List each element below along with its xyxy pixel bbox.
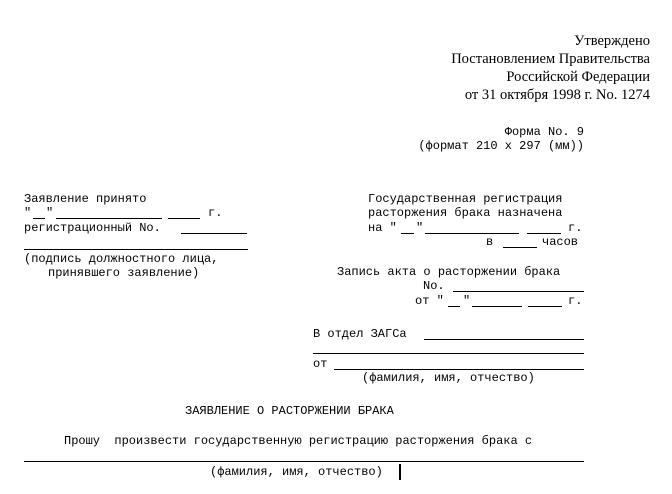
accepted-year-suffix: г.	[208, 206, 223, 220]
zags-label: В отдел ЗАГСа	[313, 327, 407, 341]
spouse-fio-caption: (фамилия, имя, отчество)	[210, 465, 383, 479]
reg-hours-label: часов	[542, 235, 579, 249]
applicant-from-label: от	[313, 357, 328, 371]
accepted-quote-open: "	[24, 206, 32, 220]
record-no-label: No.	[423, 279, 445, 293]
reg-day-line	[401, 233, 414, 234]
reg-at-label: в	[486, 235, 494, 249]
accepted-quote-close: "	[46, 206, 54, 220]
record-year-suffix: г.	[568, 294, 583, 308]
record-day-line	[448, 306, 460, 307]
reg-number-line	[181, 233, 247, 234]
reg-quote-close: "	[416, 221, 424, 235]
approval-country: Российской Федерации	[506, 69, 650, 85]
text-cursor	[399, 464, 401, 480]
accepted-day-line	[33, 218, 45, 219]
document-title: ЗАЯВЛЕНИЕ О РАСТОРЖЕНИИ БРАКА	[185, 404, 394, 418]
request-text: Прошу произвести государственную регистрацию расторжения брака с	[64, 434, 533, 448]
applicant-fio-caption: (фамилия, имя, отчество)	[362, 371, 535, 385]
form-format: (формат 210 x 297 (мм))	[418, 139, 584, 153]
zags-name-line	[424, 339, 584, 340]
record-from-label: от "	[415, 294, 444, 308]
record-quote-close: "	[463, 294, 471, 308]
reg-year-line	[527, 233, 561, 234]
record-label: Запись акта о расторжении брака	[337, 265, 561, 279]
approval-heading: Утверждено	[574, 33, 650, 49]
record-year-line	[528, 306, 562, 307]
reg-hour-line	[503, 247, 537, 248]
approval-date: от 31 октября 1998 г. No. 1274	[464, 87, 650, 103]
accepted-year-line	[168, 218, 200, 219]
approval-authority: Постановлением Правительства	[451, 51, 650, 67]
record-month-line	[472, 306, 522, 307]
signature-line	[24, 249, 248, 250]
accepted-month-line	[56, 218, 162, 219]
applicant-name-line	[334, 369, 584, 370]
zags-name-line-2	[313, 353, 584, 354]
form-number: Форма No. 9	[504, 125, 584, 139]
spouse-name-line	[24, 461, 584, 462]
reg-year-suffix: г.	[568, 221, 583, 235]
signature-caption-1: (подпись должностного лица,	[24, 252, 219, 266]
signature-caption-2: принявшего заявление)	[48, 266, 200, 280]
record-number-line	[453, 291, 584, 292]
accepted-label: Заявление принято	[24, 192, 147, 206]
reg-scheduled-line1: Государственная регистрация	[368, 192, 563, 206]
reg-month-line	[425, 233, 519, 234]
reg-on-label: на "	[368, 221, 397, 235]
reg-scheduled-line2: расторжения брака назначена	[368, 206, 563, 220]
reg-number-label: регистрационный No.	[24, 221, 161, 235]
